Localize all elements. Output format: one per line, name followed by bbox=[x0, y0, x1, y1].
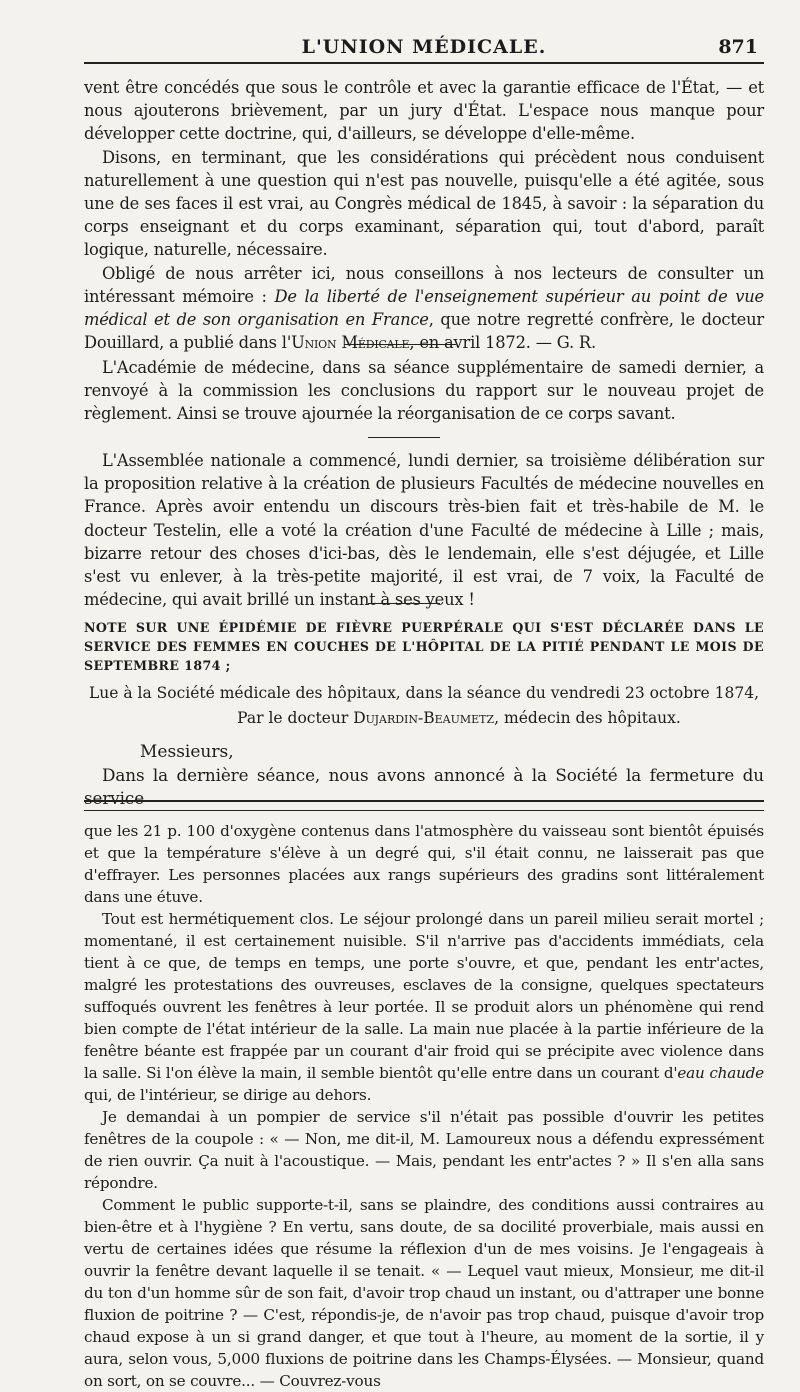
page-number: 871 bbox=[718, 36, 758, 58]
paragraph-doctrine: vent être concédés que sous le contrôle et avec la garantie efficace de l'État, — et nous ajouterons brièvement, par un jury d'État. L'espace nous manque pour développer cette doctrine, qui, d'ailleurs, se développe d'elle-même. bbox=[84, 78, 764, 144]
author-suffix: , médecin des hôpitaux. bbox=[494, 709, 681, 727]
feuilleton-paragraph-4: Comment le public supporte-t-il, sans se plaindre, des conditions aussi contraires au bien-être et à l'hygiène ? En vertu, sans doute, de sa docilité proverbiale, mais aussi en vertu de certaines idées que résume la réflexion d'un de mes voisins. Je l'engageais à ouvrir la fenêtre devant laquelle il se tenait. « — Lequel vaut mieux, Monsieur, me dit-il du ton d'un homme sûr de son fait, d'avoir trop chaud un instant, ou d'attraper une bonne fluxion de poitrine ? — C'est, répondis-je, de n'avoir pas trop chaud, puisque d'avoir trop chaud expose à un si grand danger, et que tout à l'heure, au moment de la sortie, il y aura, selon vous, 5,000 fluxions de poitrine dans les Champs-Élysées. — Monsieur, quand on sort, on se couvre... — Couvrez-vous bbox=[84, 1196, 764, 1390]
journal-name: Union Médicale bbox=[291, 333, 410, 353]
feuilleton-paragraph-3: Je demandai à un pompier de service s'il n'était pas possible d'ouvrir les petites fenêtres de la coupole : « — Non, me dit-il, M. Lamoureux nous a défendu expressément de rien ouvrir. Ça nuit à l'acoustique. — Mais, pendant les entr'actes ? » Il s'en alla sans répondre. bbox=[84, 1108, 764, 1192]
memoire-date: , en avril 1872. bbox=[409, 333, 531, 353]
note-section bbox=[84, 618, 764, 810]
separator-rule-3 bbox=[368, 603, 440, 604]
news-academie bbox=[84, 356, 764, 426]
note-salutation: Messieurs, bbox=[140, 742, 234, 762]
author-initials: — G. R. bbox=[530, 333, 596, 353]
article-continuation bbox=[84, 76, 764, 354]
header-rule bbox=[84, 62, 764, 64]
feuilleton-p2-text: Tout est hermétiquement clos. Le séjour prolongé dans un pareil milieu serait mortel ; momentané, il est certainement nuisible. S'il n'arrive pas d'accidents immédiats, cela tient à ce que, de temps en temps, une porte s'ouvre, et que, pendant les entr'actes, malgré les protestations des ouvreuses, esclaves de la consigne, quelques spectateurs suffoqués ouvrent les fenêtres à leur portée. Il se produit alors un phénomène qui rend bien compte de l'état intérieur de la salle. La main nue placée à la partie inférieure de la fenêtre béante est frappée par un courant d'air froid qui se précipite avec violence dans la salle. Si l'on élève la main, il semble bientôt qu'elle entre dans un courant d' bbox=[84, 910, 764, 1082]
separator-rule-1 bbox=[344, 344, 456, 345]
news-assemblee bbox=[84, 449, 764, 611]
note-title: NOTE SUR UNE ÉPIDÉMIE DE FIÈVRE PUERPÉRALE QUI S'EST DÉCLARÉE DANS LE SERVICE DES FEMMES EN COUCHES DE L'HÔPITAL DE LA PITIÉ PENDANT LE MOIS DE SEPTEMBRE 1874 ; bbox=[84, 620, 764, 673]
author-name: Dujardin-Beaumetz bbox=[353, 709, 495, 727]
memoire-intro: Obligé de nous arrêter ici, nous conseillons à nos lecteurs de consulter un intéressant mémoire : bbox=[84, 263, 764, 306]
paragraph-academie: L'Académie de médecine, dans sa séance supplémentaire de samedi dernier, a renvoyé à la commission les conclusions du rapport sur le nouveau projet de règlement. Ainsi se trouve ajournée la réorganisation de ce corps savant. bbox=[84, 358, 764, 424]
author-prefix: Par le docteur bbox=[237, 709, 354, 727]
feuilleton-paragraph-1: que les 21 p. 100 d'oxygène contenus dans l'atmosphère du vaisseau sont bientôt épuisés et que la température s'élève à un degré qui, s'il était connu, ne laisserait pas que d'effrayer. Les personnes placées aux rangs supérieurs des gradins sont littéralement dans une étuve. bbox=[84, 822, 764, 906]
running-title: L'UNION MÉDICALE. bbox=[301, 36, 547, 58]
feuilleton-p2-italic: eau chaude bbox=[677, 1064, 764, 1082]
feuilleton bbox=[84, 820, 764, 1392]
feuilleton-divider bbox=[84, 800, 764, 811]
note-author bbox=[84, 707, 764, 730]
note-opening: Dans la dernière séance, nous avons annoncé à la Société la fermeture du service bbox=[84, 765, 764, 809]
memoire-title: De la liberté de l'enseignement supérieur au point de vue médical et de son organisation en France bbox=[84, 286, 764, 330]
memoire-text: , que notre regretté confrère, le docteur Douillard, a publié dans l' bbox=[84, 310, 764, 353]
feuilleton-p2-end: qui, de l'intérieur, se dirige au dehors. bbox=[84, 1086, 372, 1104]
feuilleton-paragraph-2 bbox=[84, 908, 764, 1106]
paragraph-assemblee: L'Assemblée nationale a commencé, lundi dernier, sa troisième délibération sur la proposition relative à la création de plusieurs Facultés de médecine nouvelles en France. Après avoir entendu un discours très-bien fait et très-habile de M. le docteur Testelin, elle a voté la création d'une Faculté de médecine à Lille ; mais, bizarre retour des choses d'ici-bas, dès le lendemain, elle s'est déjugée, et Lille s'est vu enlever, à la très-petite majorité, il est vrai, de 7 voix, la Faculté de médecine, qui avait brillé un instant à ses yeux ! bbox=[84, 451, 764, 610]
paragraph-separation: Disons, en terminant, que les considérations qui précèdent nous conduisent naturellement à une question qui n'est pas nouvelle, puisqu'elle a été agitée, sous une de ses faces il est vrai, au Congrès médical de 1845, à savoir : la séparation du corps enseignant et du corps examinant, séparation qui, tout d'abord, paraît logique, naturelle, nécessaire. bbox=[84, 147, 764, 260]
separator-rule-2 bbox=[368, 437, 440, 438]
paragraph-memoire bbox=[84, 262, 764, 355]
note-read-at: Lue à la Société médicale des hôpitaux, dans la séance du vendredi 23 octobre 1874, bbox=[88, 684, 760, 702]
page-header bbox=[84, 30, 764, 64]
